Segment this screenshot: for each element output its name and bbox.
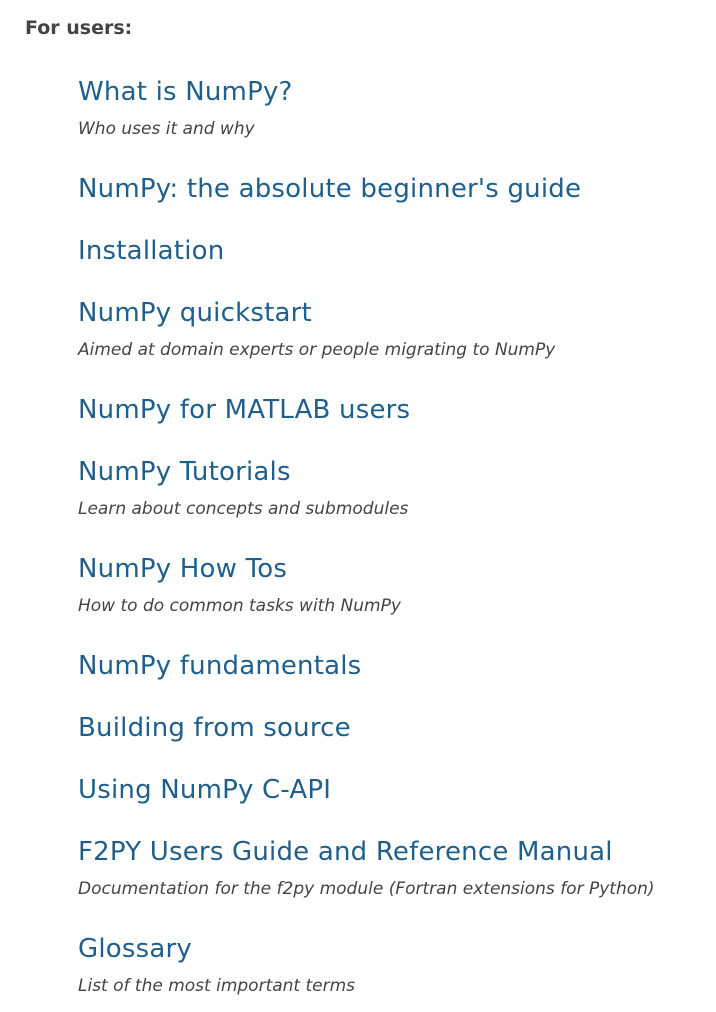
link-description: How to do common tasks with NumPy bbox=[78, 596, 401, 616]
link-f2py-users-guide[interactable]: F2PY Users Guide and Reference Manual bbox=[78, 837, 613, 867]
section-heading: For users: bbox=[25, 17, 133, 39]
link-numpy-quickstart[interactable]: NumPy quickstart bbox=[78, 298, 312, 328]
link-numpy-for-matlab-users[interactable]: NumPy for MATLAB users bbox=[78, 395, 411, 425]
link-description: Documentation for the f2py module (Fortran extensions for Python) bbox=[78, 879, 655, 899]
link-description: List of the most important terms bbox=[78, 976, 356, 996]
link-using-numpy-c-api[interactable]: Using NumPy C-API bbox=[78, 775, 332, 805]
link-description: Who uses it and why bbox=[78, 119, 255, 139]
link-glossary[interactable]: Glossary bbox=[78, 934, 192, 964]
link-what-is-numpy[interactable]: What is NumPy? bbox=[78, 77, 293, 107]
link-installation[interactable]: Installation bbox=[78, 236, 225, 266]
link-description: Learn about concepts and submodules bbox=[78, 499, 409, 519]
link-description: Aimed at domain experts or people migrating to NumPy bbox=[78, 340, 556, 360]
link-numpy-fundamentals[interactable]: NumPy fundamentals bbox=[78, 651, 362, 681]
link-numpy-tutorials[interactable]: NumPy Tutorials bbox=[78, 457, 291, 487]
link-absolute-beginners-guide[interactable]: NumPy: the absolute beginner's guide bbox=[78, 174, 582, 204]
link-numpy-how-tos[interactable]: NumPy How Tos bbox=[78, 554, 288, 584]
link-building-from-source[interactable]: Building from source bbox=[78, 713, 351, 743]
